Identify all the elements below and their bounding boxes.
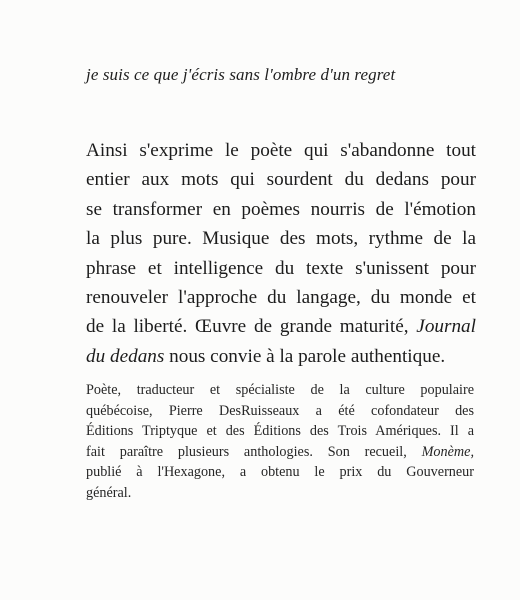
description-line: la plus pure. Musique des mots, rythme de la	[86, 228, 476, 250]
description-line: entier aux mots qui sourdent du dedans pour	[86, 169, 476, 191]
book-title-italic: Journal	[416, 316, 476, 338]
description-line	[86, 312, 476, 341]
bio-line: général.	[86, 484, 132, 501]
description-text: de la liberté. Œuvre de grande maturité,	[86, 316, 409, 338]
description-line: phrase et intelligence du texte s'unissent pour	[86, 257, 476, 279]
bio-line: publié à l'Hexagone, a obtenu le prix du Gouverneur	[86, 464, 474, 480]
book-description	[86, 136, 476, 371]
bio-line: Poète, traducteur et spécialiste de la culture populaire	[86, 382, 474, 398]
description-line: se transformer en poèmes nourris de l'émotion	[86, 198, 476, 220]
author-biography	[86, 380, 474, 503]
bio-line	[86, 442, 474, 463]
bio-text: fait paraître plusieurs anthologies. Son recueil,	[86, 443, 407, 460]
epigraph-quote: je suis ce que j'écris sans l'ombre d'un regret	[86, 65, 396, 84]
book-title-italic: du dedans	[86, 345, 165, 367]
bio-line: Éditions Triptyque et des Éditions des Trois Amériques. Il a	[86, 423, 474, 439]
description-line	[86, 342, 476, 371]
bio-line: québécoise, Pierre DesRuisseaux a été cofondateur des	[86, 402, 474, 419]
collection-title-italic: Monème,	[421, 443, 474, 460]
description-line: Ainsi s'exprime le poète qui s'abandonne tout	[86, 140, 476, 161]
description-text: nous convie à la parole authentique.	[169, 345, 446, 367]
description-line: renouveler l'approche du langage, du monde et	[86, 287, 476, 309]
